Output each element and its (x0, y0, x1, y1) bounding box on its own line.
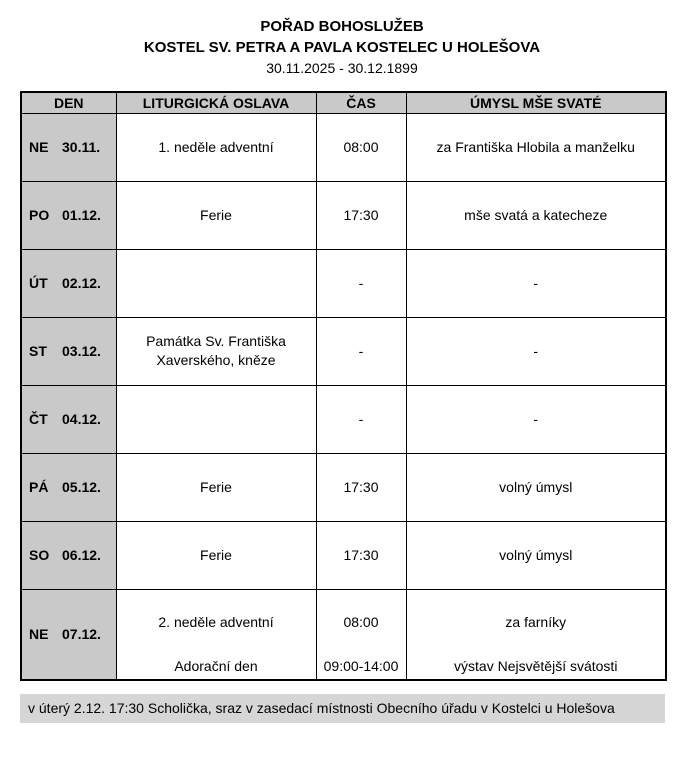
celebration-cell (116, 589, 316, 680)
time-cell: 17:30 (316, 521, 406, 589)
intention-cell: mše svatá a katecheze (406, 181, 666, 249)
celebration-cell (116, 249, 316, 317)
time-line-1: 08:00 (343, 613, 379, 630)
day-cell (21, 181, 116, 249)
day-date: 05.12. (62, 479, 101, 495)
celebration-cell: Ferie (116, 521, 316, 589)
time-cell: 17:30 (316, 453, 406, 521)
day-date: 06.12. (62, 547, 101, 563)
table-row (21, 181, 666, 249)
date-range: 30.11.2025 - 30.12.1899 (266, 60, 418, 76)
page-title: POŘAD BOHOSLUŽEB (260, 18, 424, 35)
time-line-2: 09:00-14:00 (323, 657, 399, 674)
time-cell: - (316, 249, 406, 317)
day-date: 01.12. (62, 207, 101, 223)
day-date: 07.12. (62, 626, 101, 643)
footer-note-text: v úterý 2.12. 17:30 Scholička, sraz v zasedací místnosti Obecního úřadu v Kostelci u Holešova (28, 700, 615, 716)
table-row (21, 385, 666, 453)
time-cell (316, 589, 406, 680)
day-abbr: ÚT (29, 275, 48, 291)
time-cell: - (316, 317, 406, 385)
day-cell (21, 113, 116, 181)
day-cell (21, 249, 116, 317)
celebration-cell: 1. neděle adventní (116, 113, 316, 181)
day-abbr: ST (29, 343, 47, 359)
day-abbr: SO (29, 547, 50, 563)
intention-cell: za Františka Hlobila a manželku (406, 113, 666, 181)
table-row (21, 453, 666, 521)
day-cell (21, 589, 116, 680)
time-stack (321, 590, 402, 678)
celebration-cell: Památka Sv. Františka Xaverského, kněze (116, 317, 316, 385)
intention-cell: volný úmysl (406, 521, 666, 589)
intention-cell: volný úmysl (406, 453, 666, 521)
day-date: 30.11. (62, 139, 101, 155)
day-abbr: ČT (29, 411, 48, 427)
time-cell: 08:00 (316, 113, 406, 181)
church-name: KOSTEL SV. PETRA A PAVLA KOSTELEC U HOLEŠOVA (143, 39, 541, 56)
intention-cell: - (406, 317, 666, 385)
celebration-cell: Ferie (116, 453, 316, 521)
table-row (21, 113, 666, 181)
celebration-line-1: 2. neděle adventní (158, 613, 274, 630)
day-abbr: NE (29, 139, 49, 155)
table-row (21, 317, 666, 385)
table-header-row (21, 92, 666, 113)
intention-line-1: za farníky (505, 613, 567, 630)
title-block (20, 16, 664, 78)
table-row (21, 589, 666, 680)
celebration-cell: Ferie (116, 181, 316, 249)
day-cell (21, 317, 116, 385)
col-header-umysl: ÚMYSL MŠE SVATÉ (406, 92, 666, 113)
table-row (21, 249, 666, 317)
col-header-cas: ČAS (316, 92, 406, 113)
col-header-den: DEN (21, 92, 116, 113)
celebration-line-2: Adorační den (174, 657, 258, 674)
intention-cell (406, 589, 666, 680)
time-cell: 17:30 (316, 181, 406, 249)
intention-cell: - (406, 249, 666, 317)
intention-stack (411, 590, 662, 678)
day-abbr: PO (29, 207, 50, 223)
day-date: 03.12. (62, 343, 101, 359)
col-header-liturgicka-oslava: LITURGICKÁ OSLAVA (116, 92, 316, 113)
day-date: 04.12. (62, 411, 101, 427)
celebration-stack (121, 590, 312, 678)
intention-line-2: výstav Nejsvětější svátosti (454, 657, 618, 674)
day-cell (21, 385, 116, 453)
day-abbr: NE (29, 626, 49, 643)
day-cell (21, 521, 116, 589)
day-abbr: PÁ (29, 479, 49, 495)
schedule-table (20, 91, 667, 681)
footer-note (20, 694, 665, 723)
time-cell: - (316, 385, 406, 453)
table-row (21, 521, 666, 589)
intention-cell: - (406, 385, 666, 453)
day-date: 02.12. (62, 275, 101, 291)
celebration-cell (116, 385, 316, 453)
day-cell (21, 453, 116, 521)
